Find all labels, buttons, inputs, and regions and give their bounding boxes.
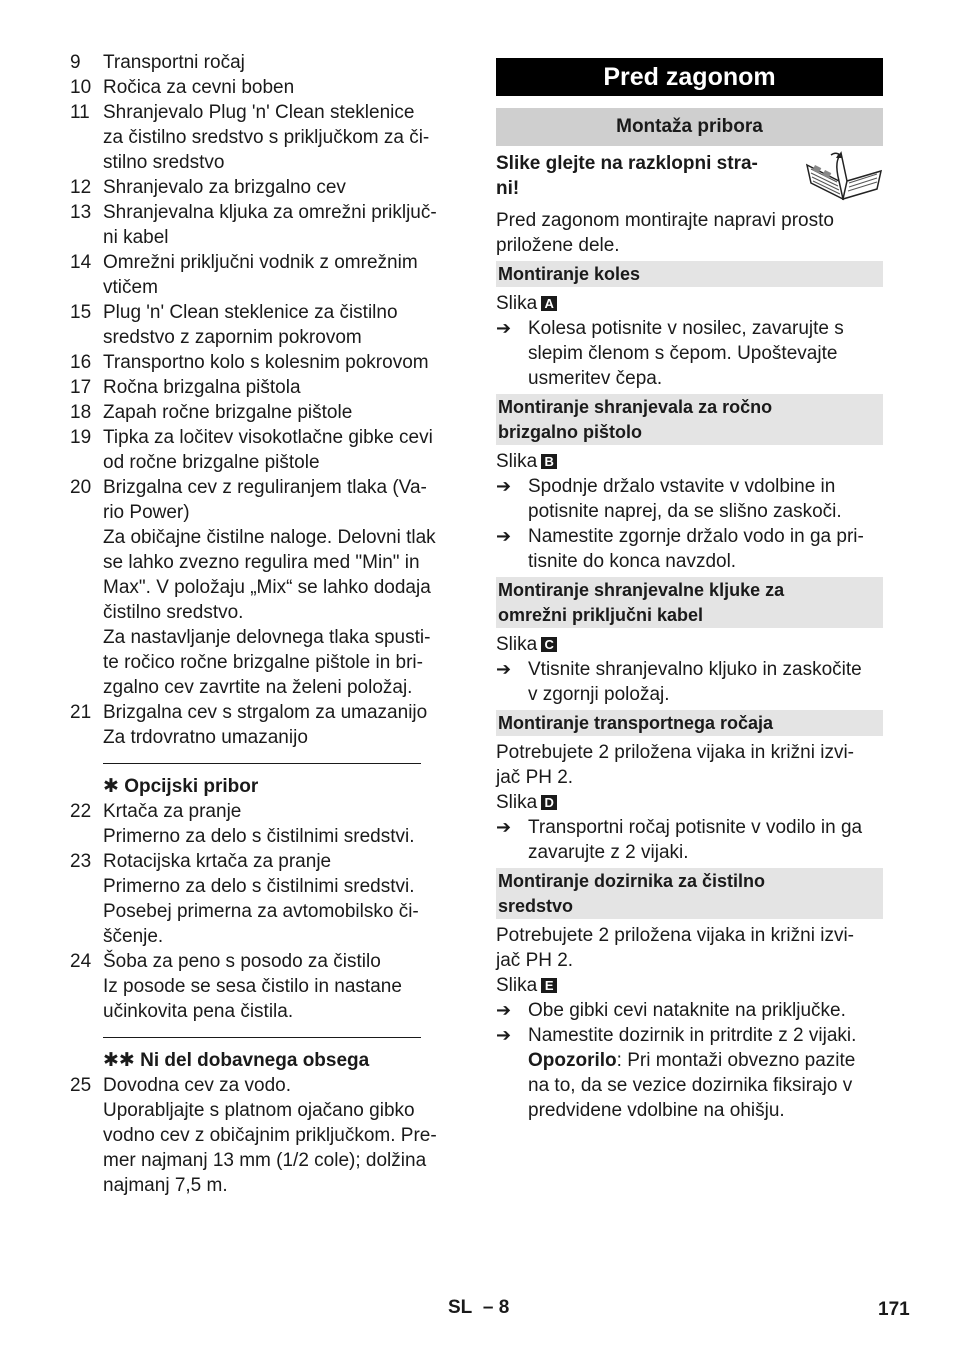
note-text: Pri montaži obvezno pazite [627, 1050, 856, 1071]
item-line: od ročne brizgalne pištole [103, 452, 320, 473]
not-included-label: ✱✱ Ni del dobavnega obsega [103, 1050, 370, 1071]
instruction-step [496, 998, 883, 1023]
footer-page-number: 171 [878, 1299, 910, 1320]
instruction-step [496, 657, 883, 707]
list-item [70, 100, 465, 175]
item-line: Posebej primerna za avtomobilsko či- [103, 901, 419, 922]
item-line: Za nastavljanje delovnega tlaka spusti- [103, 627, 431, 648]
item-line: Primerno za delo s čistilnimi sredstvi. [103, 876, 415, 897]
footer-language-page [448, 1297, 509, 1319]
arrow-right-icon: ➔ [496, 526, 512, 546]
figure-letter-badge: D [541, 795, 557, 810]
item-text [103, 100, 465, 175]
item-line: Zapah ročne brizgalne pištole [103, 402, 353, 423]
item-text [103, 350, 465, 375]
figure-word: Slika [496, 792, 538, 813]
section-heading [496, 868, 883, 919]
item-line: Ročica za cevni boben [103, 77, 295, 98]
step-line: Transportni ročaj potisnite v vodilo in ga [528, 817, 863, 838]
requirement-line: jač PH 2. [496, 767, 574, 788]
note-label: Opozorilo [528, 1050, 617, 1071]
item-line: vtičem [103, 277, 158, 298]
figure-reference [496, 790, 883, 815]
item-line: Krtača za pranje [103, 801, 242, 822]
item-line: Transportno kolo s kolesnim pokrovom [103, 352, 429, 373]
item-line: rio Power) [103, 502, 190, 523]
figure-word: Slika [496, 293, 538, 314]
list-item [70, 50, 465, 75]
item-line: Ročna brizgalna pištola [103, 377, 301, 398]
item-number: 9 [70, 52, 81, 73]
item-number: 15 [70, 302, 92, 323]
item-text [103, 175, 465, 200]
step-line: tisnite do konca navzdol. [528, 551, 737, 572]
note-first-line: Opozorilo: Pri montaži obvezno pazite [528, 1050, 856, 1071]
arrow-right-icon: ➔ [496, 659, 512, 679]
item-line: Shranjevalo za brizgalno cev [103, 177, 346, 198]
list-item [70, 350, 465, 375]
item-line: Brizgalna cev s strgalom za umazanijo [103, 702, 428, 723]
step-text [528, 1023, 883, 1048]
item-number: 23 [70, 851, 92, 872]
optional-accessories-label: ✱ Opcijski pribor [103, 776, 259, 797]
item-number: 11 [70, 102, 90, 123]
figure-word: Slika [496, 634, 538, 655]
item-text [103, 200, 465, 250]
note-line: na to, da se vezice dozirnika fiksirajo v [528, 1075, 853, 1096]
step-line: Namestite dozirnik in pritrdite z 2 vijaki. [528, 1025, 857, 1046]
instruction-step [496, 524, 883, 574]
figure-reference [496, 632, 883, 657]
step-text [528, 815, 883, 865]
step-text [528, 657, 883, 707]
instruction-step [496, 474, 883, 524]
list-item [70, 75, 465, 100]
step-line: Vtisnite shranjevalno kljuko in zaskočite [528, 659, 862, 680]
intro-line: Pred zagonom montirajte napravi prosto [496, 210, 834, 231]
step-line: slepim členom s čepom. Upoštevajte [528, 343, 838, 364]
figure-reference [496, 973, 883, 998]
arrow-right-icon: ➔ [496, 1025, 512, 1045]
list-item [70, 375, 465, 400]
item-number: 10 [70, 77, 92, 98]
section-heading [496, 261, 883, 287]
item-line: Shranjevalna kljuka za omrežni priključ- [103, 202, 437, 223]
section-heading [496, 577, 883, 628]
section-heading-line: Montiranje shranjevalne kljuke za [498, 580, 785, 600]
list-item [70, 475, 465, 700]
item-line: Iz posode se sesa čistilo in nastane [103, 976, 402, 997]
section-sub-title: Montaža pribora [496, 108, 883, 146]
item-text [103, 50, 465, 75]
arrow-right-icon: ➔ [496, 318, 512, 338]
step-line: Kolesa potisnite v nosilec, zavarujte s [528, 318, 844, 339]
item-line: Za trdovratno umazanijo [103, 727, 308, 748]
item-number: 12 [70, 177, 92, 198]
item-number: 21 [70, 702, 92, 723]
step-line: v zgornji položaj. [528, 684, 670, 705]
item-line: Transportni ročaj [103, 52, 245, 73]
item-line: Dovodna cev za vodo. [103, 1075, 292, 1096]
section-heading [496, 394, 883, 445]
section-heading-line: Montiranje transportnega ročaja [498, 713, 774, 733]
list-item [70, 175, 465, 200]
step-line: potisnite naprej, da se slišno zaskoči. [528, 501, 842, 522]
arrow-right-icon: ➔ [496, 1000, 512, 1020]
item-line: mer najmanj 13 mm (1/2 cole); dolžina [103, 1150, 427, 1171]
list-item [70, 849, 465, 949]
step-text [528, 316, 883, 391]
note-line: predvidene vdolbine na ohišju. [528, 1100, 785, 1121]
section-heading-line: sredstvo [498, 896, 574, 916]
item-line: vodno cev z običajnim priključkom. Pre- [103, 1125, 437, 1146]
item-line: učinkovita pena čistila. [103, 1001, 294, 1022]
item-text [103, 400, 465, 425]
item-number: 13 [70, 202, 92, 223]
open-book-icon [803, 151, 883, 208]
item-line: Rotacijska krtača za pranje [103, 851, 332, 872]
item-number: 16 [70, 352, 92, 373]
list-item [70, 1073, 465, 1198]
item-line: čistilno sredstvo. [103, 602, 244, 623]
item-text [103, 250, 465, 300]
step-text [528, 524, 883, 574]
item-line: Max". V položaju „Mix“ se lahko dodaja [103, 577, 431, 598]
figure-reference [496, 291, 883, 316]
item-line: sredstvo z zapornim pokrovom [103, 327, 362, 348]
instruction-step [496, 316, 883, 391]
list-item [70, 400, 465, 425]
figure-note [496, 151, 786, 201]
list-item [70, 200, 465, 250]
item-text [103, 849, 465, 949]
item-line: Primerno za delo s čistilnimi sredstvi. [103, 826, 415, 847]
step-text [528, 998, 883, 1023]
footer-page-sub: – 8 [482, 1297, 510, 1318]
figure-letter-badge: A [541, 296, 557, 311]
list-item [70, 700, 465, 750]
item-number: 24 [70, 951, 92, 972]
list-item [70, 425, 465, 475]
section-heading-line: Montiranje shranjevala za ročno [498, 397, 773, 417]
item-text [103, 475, 465, 700]
item-line: Omrežni priključni vodnik z omrežnim [103, 252, 418, 273]
requirement-line: Potrebujete 2 priložena vijaka in križni izvi- [496, 742, 854, 763]
divider-rule [103, 763, 421, 764]
item-line: se lahko zvezno regulira med "Min" in [103, 552, 420, 573]
item-line: ni kabel [103, 227, 169, 248]
section-heading [496, 710, 883, 736]
item-text [103, 75, 465, 100]
item-line: Tipka za ločitev visokotlačne gibke cevi [103, 427, 433, 448]
item-number: 20 [70, 477, 92, 498]
item-number: 14 [70, 252, 92, 273]
note-block [496, 1048, 883, 1123]
requirement-line: Potrebujete 2 priložena vijaka in križni izvi- [496, 925, 854, 946]
figure-letter-badge: B [541, 454, 557, 469]
figure-note-line: Slike glejte na razklopni stra- [496, 153, 758, 174]
left-column [70, 50, 465, 1198]
intro-line: priložene dele. [496, 235, 620, 256]
item-text [103, 799, 465, 849]
figure-reference [496, 449, 883, 474]
step-text [528, 474, 883, 524]
item-line: Shranjevalo Plug 'n' Clean steklenice [103, 102, 415, 123]
figure-word: Slika [496, 975, 538, 996]
item-line: najmanj 7,5 m. [103, 1175, 228, 1196]
figure-note-line: ni! [496, 178, 520, 199]
section-heading-line: brizgalno pištolo [498, 422, 642, 442]
item-number: 17 [70, 377, 92, 398]
item-line: Plug 'n' Clean steklenice za čistilno [103, 302, 398, 323]
item-text [103, 1073, 465, 1198]
footer-lang: SL [448, 1297, 473, 1318]
item-line: Uporabljajte s platnom ojačano gibko [103, 1100, 415, 1121]
right-column [496, 50, 883, 1123]
item-line: Za običajne čistilne naloge. Delovni tlak [103, 527, 436, 548]
step-line: Obe gibki cevi nataknite na priključke. [528, 1000, 846, 1021]
arrow-right-icon: ➔ [496, 817, 512, 837]
instruction-step [496, 1023, 883, 1048]
step-line: zavarujte z 2 vijaki. [528, 842, 689, 863]
list-item [70, 300, 465, 350]
step-line: usmeritev čepa. [528, 368, 663, 389]
figure-note-row [496, 151, 883, 208]
step-line: Spodnje držalo vstavite v vdolbine in [528, 476, 836, 497]
item-line: Brizgalna cev z reguliranjem tlaka (Va- [103, 477, 427, 498]
list-item [70, 949, 465, 1024]
item-number: 18 [70, 402, 92, 423]
requirement-line: jač PH 2. [496, 950, 574, 971]
item-line: te ročico ročne brizgalne pištole in bri- [103, 652, 423, 673]
item-text [103, 425, 465, 475]
item-line: Šoba za peno s posodo za čistilo [103, 951, 381, 972]
section-main-title: Pred zagonom [496, 58, 883, 96]
item-text [103, 375, 465, 400]
figure-word: Slika [496, 451, 538, 472]
section-heading-line: omrežni priključni kabel [498, 605, 704, 625]
list-item [70, 799, 465, 849]
item-line: za čistilno sredstvo s priključkom za či- [103, 127, 430, 148]
item-text [103, 949, 465, 1024]
step-line: Namestite zgornje držalo vodo in ga pri- [528, 526, 864, 547]
divider-rule [103, 1037, 421, 1038]
figure-letter-badge: C [541, 637, 557, 652]
item-number: 19 [70, 427, 92, 448]
item-text [103, 700, 465, 750]
item-text [103, 300, 465, 350]
item-number: 25 [70, 1075, 92, 1096]
section-heading-line: Montiranje koles [498, 264, 641, 284]
figure-letter-badge: E [541, 978, 557, 993]
item-line: zgalno cev zavrtite na želeni položaj. [103, 677, 413, 698]
item-line: stilno sredstvo [103, 152, 225, 173]
instruction-step [496, 815, 883, 865]
section-heading-line: Montiranje dozirnika za čistilno [498, 871, 766, 891]
arrow-right-icon: ➔ [496, 476, 512, 496]
item-number: 22 [70, 801, 92, 822]
item-line: ščenje. [103, 926, 164, 947]
list-item [70, 250, 465, 300]
